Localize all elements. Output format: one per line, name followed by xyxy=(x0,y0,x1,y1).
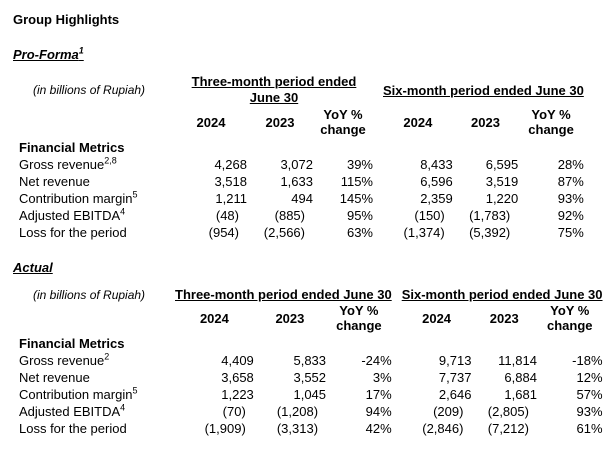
metric-value-cell: 11,814 xyxy=(498,353,537,368)
metric-yoy-cell: 115% xyxy=(340,174,373,189)
column-gap xyxy=(373,173,383,190)
yoy-column-header: YoY % change xyxy=(528,107,574,137)
empty-cell xyxy=(19,302,175,334)
column-gap xyxy=(392,287,402,302)
six-month-period-header: Six-month period ended June 30 xyxy=(383,82,584,98)
metric-label-cell xyxy=(19,224,175,241)
metric-yoy-cell: 75% xyxy=(557,225,584,240)
table-row xyxy=(19,173,584,190)
metric-label-cell xyxy=(19,369,175,386)
empty-cell xyxy=(19,106,175,138)
metric-value-cell: 1,633 xyxy=(280,174,313,189)
section-heading xyxy=(13,47,603,62)
period-header-cell xyxy=(175,287,392,302)
metric-value-cell: 1,220 xyxy=(485,191,519,206)
metric-yoy-cell: 61% xyxy=(576,421,603,436)
metric-yoy-cell: 39% xyxy=(346,157,373,172)
yoy-column-header: YoY % change xyxy=(320,107,366,137)
metric-value-cell: 494 xyxy=(291,191,313,206)
metric-yoy-cell: 42% xyxy=(365,421,392,436)
metric-label-cell xyxy=(19,207,175,224)
financial-table xyxy=(19,74,584,241)
metric-value-cell: (7,212) xyxy=(487,421,529,436)
metric-footnote: 2,8 xyxy=(104,155,117,166)
metric-value-cell: 6,884 xyxy=(504,370,537,385)
metric-value-cell: (48) xyxy=(215,208,239,223)
table-row xyxy=(19,352,603,369)
metric-footnote: 5 xyxy=(132,189,138,200)
metric-value-cell: (2,566) xyxy=(263,225,305,240)
report-section xyxy=(13,260,603,437)
metric-label-cell xyxy=(19,352,175,369)
period-header-cell xyxy=(383,74,584,106)
metric-label-cell xyxy=(19,190,175,207)
metric-value-cell: 1,223 xyxy=(221,387,254,402)
metric-value-cell: 6,595 xyxy=(485,157,519,172)
metric-yoy-cell: 94% xyxy=(365,404,392,419)
metric-label: Net revenue xyxy=(19,370,90,385)
metric-yoy-cell: -24% xyxy=(361,353,392,368)
year-column-header: 2023 xyxy=(489,310,519,326)
metric-label: Adjusted EBITDA xyxy=(19,208,121,223)
table-row xyxy=(19,403,603,420)
metric-label-cell xyxy=(19,386,175,403)
table-row xyxy=(19,369,603,386)
three-month-period-header: Three-month period ended June 30 xyxy=(175,287,392,302)
metrics-group-label: Financial Metrics xyxy=(19,336,125,351)
metric-footnote: 4 xyxy=(120,402,126,413)
column-gap xyxy=(392,369,402,386)
financial-table xyxy=(19,287,603,437)
year-column-header: 2024 xyxy=(196,114,226,130)
metric-label: Gross revenue xyxy=(19,157,105,172)
metric-value-cell: 4,268 xyxy=(214,157,247,172)
period-header-row xyxy=(19,74,584,106)
metric-value-cell: 1,211 xyxy=(215,191,247,206)
column-gap xyxy=(373,156,383,173)
metrics-group-row xyxy=(19,138,584,156)
table-row xyxy=(19,156,584,173)
metric-yoy-cell: 95% xyxy=(346,208,373,223)
table-row xyxy=(19,190,584,207)
metric-value-cell: 5,833 xyxy=(293,353,327,368)
metric-label: Contribution margin xyxy=(19,191,133,206)
metric-yoy-cell: -18% xyxy=(572,353,603,368)
metric-label: Gross revenue xyxy=(19,353,105,368)
year-column-header: 2024 xyxy=(403,114,433,130)
metric-yoy-cell: 145% xyxy=(339,191,373,206)
yoy-column-header: YoY % change xyxy=(546,303,593,333)
metric-value-cell: (1,208) xyxy=(276,404,319,419)
column-gap xyxy=(392,403,402,420)
metric-label-cell xyxy=(19,173,175,190)
metric-value-cell: 7,737 xyxy=(438,370,472,385)
three-month-period-header: Three-month period ended June 30 xyxy=(191,74,357,105)
metric-yoy-cell: 17% xyxy=(365,387,392,402)
year-column-header: 2023 xyxy=(265,114,295,130)
metric-label: Loss for the period xyxy=(19,421,127,436)
metric-label: Loss for the period xyxy=(19,225,127,240)
metric-value-cell: (150) xyxy=(414,208,445,223)
metric-footnote: 5 xyxy=(132,385,138,396)
column-header-row xyxy=(19,106,584,138)
metric-value-cell: (1,783) xyxy=(469,208,511,223)
column-gap xyxy=(373,207,383,224)
period-header-cell xyxy=(402,287,603,302)
column-gap xyxy=(392,352,402,369)
column-gap xyxy=(373,106,383,138)
metric-value-cell: (1,374) xyxy=(403,225,445,240)
metric-value-cell: 3,519 xyxy=(485,174,519,189)
metric-value-cell: 9,713 xyxy=(438,353,472,368)
section-heading xyxy=(13,260,603,275)
table-row xyxy=(19,420,603,437)
metric-yoy-cell: 93% xyxy=(576,404,603,419)
table-row xyxy=(19,224,584,241)
metric-value-cell: (2,805) xyxy=(487,404,529,419)
period-header-row xyxy=(19,287,603,302)
unit-label: (in billions of Rupiah) xyxy=(33,83,146,97)
metric-value-cell: (1,909) xyxy=(204,421,246,436)
column-gap xyxy=(373,74,383,106)
metric-value-cell: 3,518 xyxy=(214,174,247,189)
column-gap xyxy=(373,224,383,241)
metric-value-cell: (954) xyxy=(208,225,239,240)
metric-value-cell: (2,846) xyxy=(422,421,464,436)
metric-label-cell xyxy=(19,403,175,420)
yoy-column-header: YoY % change xyxy=(336,303,382,333)
metrics-group-row xyxy=(19,334,603,352)
unit-label: (in billions of Rupiah) xyxy=(33,287,146,302)
report-section xyxy=(13,47,603,241)
column-gap xyxy=(392,420,402,437)
column-gap xyxy=(373,190,383,207)
section-heading-footnote: 1 xyxy=(78,45,84,56)
metric-label-cell xyxy=(19,420,175,437)
year-column-header: 2024 xyxy=(199,310,229,326)
metric-value-cell: (3,313) xyxy=(276,421,319,436)
metric-label: Net revenue xyxy=(19,174,90,189)
metric-value-cell: 3,072 xyxy=(280,157,313,172)
column-gap xyxy=(392,302,402,334)
section-heading-text: Actual xyxy=(13,260,53,275)
metric-value-cell: 8,433 xyxy=(420,157,453,172)
metric-yoy-cell: 57% xyxy=(576,387,603,402)
metric-value-cell: (209) xyxy=(433,404,464,419)
metric-value-cell: 6,596 xyxy=(420,174,453,189)
table-row xyxy=(19,207,584,224)
page-title: Group Highlights xyxy=(13,12,120,27)
metric-yoy-cell: 87% xyxy=(557,174,584,189)
period-header-cell xyxy=(175,74,373,106)
metric-footnote: 2 xyxy=(104,351,110,362)
metric-value-cell: 2,646 xyxy=(438,387,472,402)
metric-yoy-cell: 63% xyxy=(346,225,373,240)
metric-footnote: 4 xyxy=(120,206,126,217)
table-row xyxy=(19,386,603,403)
metric-value-cell: 3,658 xyxy=(221,370,254,385)
column-gap xyxy=(392,386,402,403)
six-month-period-header: Six-month period ended June 30 xyxy=(401,287,603,302)
metric-value-cell: (70) xyxy=(222,404,246,419)
metric-yoy-cell: 92% xyxy=(557,208,584,223)
metric-value-cell: (5,392) xyxy=(469,225,511,240)
metric-value-cell: 3,552 xyxy=(293,370,327,385)
metric-label: Contribution margin xyxy=(19,387,133,402)
metric-value-cell: 2,359 xyxy=(420,191,453,206)
metric-yoy-cell: 3% xyxy=(372,370,392,385)
metric-label: Adjusted EBITDA xyxy=(19,404,121,419)
metric-value-cell: 1,045 xyxy=(293,387,327,402)
sections xyxy=(13,47,603,437)
section-heading-text: Pro-Forma xyxy=(13,47,79,62)
metric-yoy-cell: 28% xyxy=(557,157,584,172)
metric-label-cell xyxy=(19,156,175,173)
metrics-group-label: Financial Metrics xyxy=(19,140,125,155)
metric-value-cell: 4,409 xyxy=(221,353,254,368)
metric-value-cell: (885) xyxy=(274,208,305,223)
metric-yoy-cell: 93% xyxy=(557,191,584,206)
metric-value-cell: 1,681 xyxy=(504,387,537,402)
year-column-header: 2023 xyxy=(471,114,500,130)
column-header-row xyxy=(19,302,603,334)
year-column-header: 2024 xyxy=(422,310,452,326)
metric-yoy-cell: 12% xyxy=(576,370,603,385)
year-column-header: 2023 xyxy=(275,310,305,326)
